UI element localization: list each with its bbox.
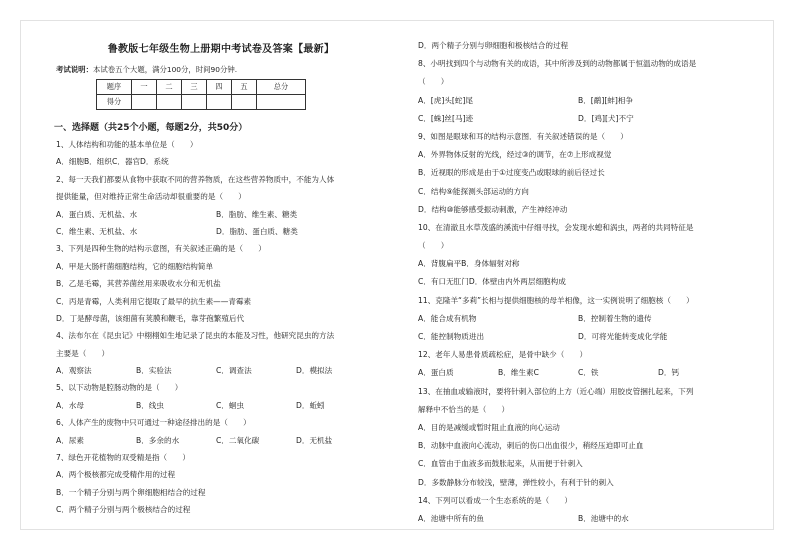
question-line: 2、每一天我们都要从食物中获取不同的营养物质，在这些营养物质中，不能为人体 [56, 174, 335, 184]
score-header-cell: 总分 [257, 80, 306, 95]
section-heading: 一、选择题（共25个小题，每题2分，共50分） [54, 123, 248, 133]
question-line: 11、克隆羊“多莉”长相与提供细胞核的母羊相像，这一实例说明了细胞核（ ） [418, 295, 694, 305]
answer-option[interactable]: B．脂肪、维生素、糖类 [216, 209, 298, 219]
score-cell[interactable] [132, 95, 157, 110]
answer-option[interactable]: C．蛔虫 [216, 400, 245, 410]
notice-text: 本试卷五个大题，满分100分，时间90分钟. [92, 65, 238, 74]
answer-option[interactable]: A．水母 [56, 400, 84, 410]
question-line: 3、下列是四种生物的结构示意图，有关叙述正确的是（ ） [56, 244, 266, 254]
question-line: C．血管由于血液多而鼓胀起来，从而便于针刺入 [418, 459, 583, 469]
question-line: A．甲是大肠杆菌细胞结构，它的细胞结构简单 [56, 261, 214, 271]
question-line: A．目的是减缓或暂时阻止血液的向心运动 [418, 422, 560, 432]
answer-option[interactable]: C．维生素、无机盐、水 [56, 226, 138, 236]
answer-option[interactable]: A．池塘中所有的鱼 [418, 513, 484, 523]
question-line: 14、下列可以看成一个生态系统的是（ ） [418, 495, 572, 505]
option-row [56, 366, 386, 376]
answer-option[interactable]: A．蛋白质 [418, 368, 454, 378]
question-line: D．两个精子分别与卵细胞和极核结合的过程 [418, 41, 569, 50]
question-line: 12、老年人易患骨质疏松症，是骨中缺少（ ） [418, 350, 588, 360]
question-line: （ ） [418, 241, 449, 251]
answer-option[interactable]: D．可将光能转变成化学能 [578, 332, 668, 341]
score-header-cell: 题序 [97, 80, 132, 95]
answer-option[interactable]: D．蚯蚓 [296, 400, 325, 410]
question-line: B．乙是毛霉，其营养菌丝用来吸收水分和无机盐 [56, 279, 221, 289]
option-row [56, 436, 386, 446]
left-questions [56, 140, 386, 515]
question-line: 13、在抽血或输液时，要将针刺入部位的上方（近心端）用胶皮管捆扎起来，下列 [418, 386, 694, 396]
left-column [56, 40, 386, 523]
score-header-cell: 四 [207, 80, 232, 95]
score-value-row [97, 95, 306, 110]
exam-notice [56, 64, 386, 75]
answer-option[interactable]: A．蛋白质、无机盐、水 [56, 209, 138, 219]
question-line: 7、绿色开花植物的双受精是指（ ） [56, 453, 190, 463]
question-line: D．丁是酵母菌，该细菌有荚膜和鞭毛，靠芽孢繁殖后代 [56, 313, 245, 323]
answer-option[interactable]: B．多余的水 [136, 435, 180, 445]
question-line: 4、法布尔在《昆虫记》中栩栩如生地记录了昆虫的本能及习性，他研究昆虫的方法 [56, 331, 335, 341]
question-line: （ ） [418, 77, 449, 87]
answer-option[interactable]: B．[鹬][蚌]相争 [578, 95, 634, 105]
answer-option[interactable]: D．[鸡][犬]不宁 [578, 113, 634, 123]
option-row [56, 227, 386, 237]
option-row [418, 332, 748, 342]
answer-option[interactable]: C．调查法 [216, 366, 252, 376]
answer-option[interactable]: A．尿素 [56, 435, 84, 445]
page-title: 鲁教版七年级生物上册期中考试卷及答案【最新】 [107, 44, 335, 55]
right-column [418, 41, 748, 532]
answer-option[interactable]: C．[蛛]丝[马]迹 [418, 113, 474, 123]
question-line: D．结构⑩能够感受振动刺激，产生神经冲动 [418, 204, 568, 214]
question-line: 提供能量，但对维持正常生命活动却很重要的是（ ） [56, 192, 246, 202]
question-line: 10、在清澈且水草茂盛的溪流中仔细寻找，会发现水螅和涡虫，两者的共同特征是 [418, 222, 694, 232]
question-line: A．细胞B．组织C．器官D．系统 [56, 157, 169, 167]
option-row [56, 210, 386, 220]
answer-option[interactable]: D．钙 [658, 368, 680, 378]
question-line: D．多数静脉分布较浅，壁薄，弹性较小，有利于针的刺入 [418, 477, 614, 487]
question-line: 主要是（ ） [56, 348, 110, 358]
answer-option[interactable]: B．线虫 [136, 400, 164, 410]
answer-option[interactable]: A．能合成有机物 [418, 313, 477, 323]
option-row [418, 314, 748, 324]
score-header-cell: 一 [132, 80, 157, 95]
score-header-cell: 三 [182, 80, 207, 95]
answer-option[interactable]: B．维生素C [498, 368, 539, 378]
answer-option[interactable]: C．二氧化碳 [216, 435, 260, 445]
question-line: C．两个精子分别与两个极核结合的过程 [56, 505, 191, 515]
question-line: 9、如图是眼球和耳的结构示意图．有关叙述错误的是（ ） [418, 131, 628, 141]
question-line: 6、人体产生的废物中只可通过一种途径排出的是（ ） [56, 418, 251, 428]
option-row [418, 514, 748, 524]
question-line: A．外界物体反射的光线，经过③的调节，在⑦上形成视觉 [418, 150, 612, 160]
score-row-label: 得分 [97, 95, 132, 110]
answer-option[interactable]: D．无机盐 [296, 435, 333, 445]
question-line: C．结构⑨能探测头部运动的方向 [418, 186, 529, 196]
question-line: C．有口无肛门D．体壁由内外两层细胞构成 [418, 277, 566, 287]
answer-option[interactable]: A．观察法 [56, 366, 92, 376]
score-header-cell: 五 [232, 80, 257, 95]
answer-option[interactable]: D．模拟法 [296, 366, 333, 376]
option-row [418, 96, 748, 106]
question-line: A．两个极核都完成受精作用的过程 [56, 470, 176, 480]
score-header-row [97, 80, 306, 95]
score-cell[interactable] [157, 95, 182, 110]
question-line: B．近视眼的形成是由于①过度变凸或眼球的前后径过长 [418, 168, 605, 178]
answer-option[interactable]: B．实验法 [136, 366, 172, 376]
notice-label: 考试说明： [56, 65, 93, 74]
option-row [418, 368, 748, 378]
option-row [56, 401, 386, 411]
score-table [96, 79, 306, 110]
score-cell[interactable] [257, 95, 306, 110]
score-cell[interactable] [232, 95, 257, 110]
score-cell[interactable] [182, 95, 207, 110]
answer-option[interactable]: B．控制着生物的遗传 [578, 313, 652, 323]
question-line: 解释中不恰当的是（ ） [418, 404, 510, 414]
option-row [418, 114, 748, 124]
score-header-cell: 二 [157, 80, 182, 95]
answer-option[interactable]: A．[虎]头[蛇]尾 [418, 95, 474, 105]
answer-option[interactable]: C．铁 [578, 368, 599, 378]
answer-option[interactable]: B．池塘中的水 [578, 513, 629, 523]
answer-option[interactable]: C．能控制物质进出 [418, 332, 485, 341]
question-line: 5、以下动物是腔肠动物的是（ ） [56, 383, 183, 393]
question-line: B．一个精子分别与两个卵细胞相结合的过程 [56, 487, 206, 497]
question-line: 1、人体结构和功能的基本单位是（ ） [56, 140, 198, 149]
score-cell[interactable] [207, 95, 232, 110]
question-line: B．动脉中血液向心流动，刺后的伤口出血很少，稍经压迫即可止血 [418, 441, 644, 451]
answer-option[interactable]: D．脂肪、蛋白质、糖类 [216, 226, 298, 236]
question-line: A．背腹扁平B．身体辐射对称 [418, 259, 520, 269]
question-line: C．丙是青霉，人类利用它提取了最早的抗生素——青霉素 [56, 296, 252, 306]
question-line: 8、小明找到四个与动物有关的成语，其中所涉及到的动物都属于恒温动物的成语是 [418, 59, 697, 69]
right-questions [418, 41, 748, 524]
